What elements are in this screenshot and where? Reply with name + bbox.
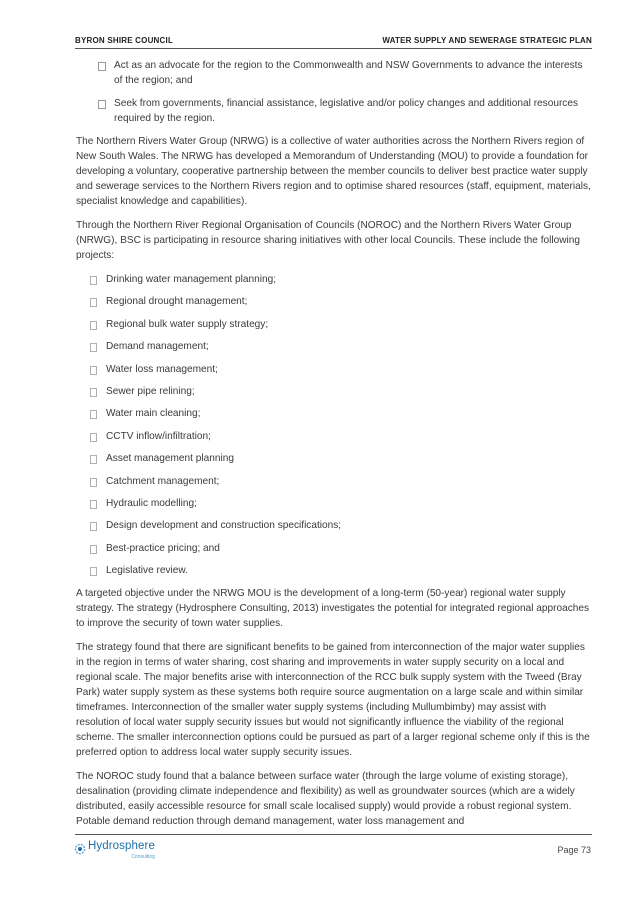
list-item xyxy=(76,563,592,578)
bullet-box-icon xyxy=(90,388,97,397)
logo-sub-text: Consulting xyxy=(131,854,155,860)
project-text: Catchment management; xyxy=(106,475,220,487)
header-divider xyxy=(75,48,592,49)
list-item xyxy=(76,362,592,377)
list-item xyxy=(76,384,592,399)
paragraph-strategy-findings: The strategy found that there are significant benefits to be gained from interconnection of the major water supplies in the region in terms of water sharing, cost sharing and improvements in water supply security on a local and regional scale. The major benefits arise with interconnection of the RCC bulk supply system with the Tweed (Bray Park) water supply system as these systems both require source augmentation on a large scale and within similar timeframes. Interconnection of the smaller water supply systems (including Mullumbimby) may assist with resolution of local water supply security issues but would not significantly influence the viability of the regional scheme. The smaller interconnection options could be pursued as part of a larger regional scheme only if this is the preferred option to address local water supply security issues. xyxy=(76,642,590,759)
bullet-box-icon xyxy=(90,478,97,487)
list-item xyxy=(76,58,592,88)
bullet-box-icon xyxy=(90,522,97,531)
list-item xyxy=(76,541,592,556)
bullet-box-icon xyxy=(98,100,106,109)
bullet-box-icon xyxy=(90,321,97,330)
header-document-title: WATER SUPPLY AND SEWERAGE STRATEGIC PLAN xyxy=(382,36,592,45)
bullet-box-icon xyxy=(98,62,106,71)
list-item xyxy=(76,518,592,533)
list-item xyxy=(76,496,592,511)
hydrosphere-mark-icon xyxy=(74,843,86,855)
project-text: Regional bulk water supply strategy; xyxy=(106,318,269,330)
project-text: Water main cleaning; xyxy=(106,408,201,420)
project-text: Hydraulic modelling; xyxy=(106,497,197,509)
project-text: Regional drought management; xyxy=(106,296,248,308)
list-item xyxy=(76,406,592,421)
paragraph-noroc: Through the Northern River Regional Organisation of Councils (NOROC) and the Northern Rivers Water Group (NRWG), BSC is participating in resource sharing initiatives with other local Councils. These include the following projects: xyxy=(76,220,580,261)
page-number: Page 73 xyxy=(557,845,591,855)
bullet-box-icon xyxy=(90,433,97,442)
list-item xyxy=(76,429,592,444)
list-item xyxy=(76,339,592,354)
bullet-box-icon xyxy=(90,343,97,352)
bullet-box-icon xyxy=(90,410,97,419)
bullet-box-icon xyxy=(90,366,97,375)
bullet-text: Act as an advocate for the region to the Commonwealth and NSW Governments to advance the interests of the region; and xyxy=(114,60,583,86)
paragraph-targeted-objective: A targeted objective under the NRWG MOU is the development of a long-term (50-year) regional water supply strategy. The strategy (Hydrosphere Consulting, 2013) investigates the potential for integrated regional approaches to improve the security of town water supplies. xyxy=(76,588,590,630)
paragraph-noroc-study: The NOROC study found that a balance between surface water (through the large volume of existing storage), desalination (providing climate independence and flexibility) as well as groundwater sources (which are a widely distributed, easily accessible resource for small scale localised supply) would provide a robust regional system. Potable demand reduction through demand management, water loss management and xyxy=(76,771,575,828)
bullet-box-icon xyxy=(90,567,97,576)
bullet-box-icon xyxy=(90,455,97,464)
bullet-box-icon xyxy=(90,545,97,554)
projects-list xyxy=(76,272,592,578)
list-item xyxy=(76,451,592,466)
bullet-text: Seek from governments, financial assistance, legislative and/or policy changes and additional resources required by the region. xyxy=(114,98,579,124)
list-item xyxy=(76,294,592,309)
project-text: Best-practice pricing; and xyxy=(106,542,220,554)
project-text: CCTV inflow/infiltration; xyxy=(106,430,211,442)
project-text: Design development and construction specifications; xyxy=(106,520,342,532)
footer-divider xyxy=(75,834,592,835)
logo-brand-text: Hydrosphere xyxy=(88,840,155,852)
list-item xyxy=(76,317,592,332)
hydrosphere-logo xyxy=(74,840,155,860)
bullet-box-icon xyxy=(90,276,97,285)
document-body xyxy=(76,58,592,838)
list-item xyxy=(76,474,592,489)
header-organisation: BYRON SHIRE COUNCIL xyxy=(75,36,174,45)
project-text: Drinking water management planning; xyxy=(106,274,277,285)
list-item xyxy=(76,272,592,287)
project-text: Asset management planning xyxy=(106,453,234,465)
bullet-box-icon xyxy=(90,500,97,509)
paragraph-nrwg: The Northern Rivers Water Group (NRWG) is a collective of water authorities across the Northern Rivers region of New South Wales. The NRWG has developed a Memorandum of Understanding (MOU) to provide a foundation for developing a voluntary, cooperative partnership between the member councils to deliver best practice water supply and sewerage services to the Northern Rivers region and to optimise shared resources (staff, equipment, materials, specialist knowledge and capabilities). xyxy=(76,136,591,207)
project-text: Water loss management; xyxy=(106,363,218,375)
list-item xyxy=(76,96,592,126)
page-header xyxy=(75,36,592,45)
project-text: Sewer pipe relining; xyxy=(106,385,195,397)
project-text: Legislative review. xyxy=(106,565,188,577)
project-text: Demand management; xyxy=(106,341,209,353)
bullet-box-icon xyxy=(90,298,97,307)
